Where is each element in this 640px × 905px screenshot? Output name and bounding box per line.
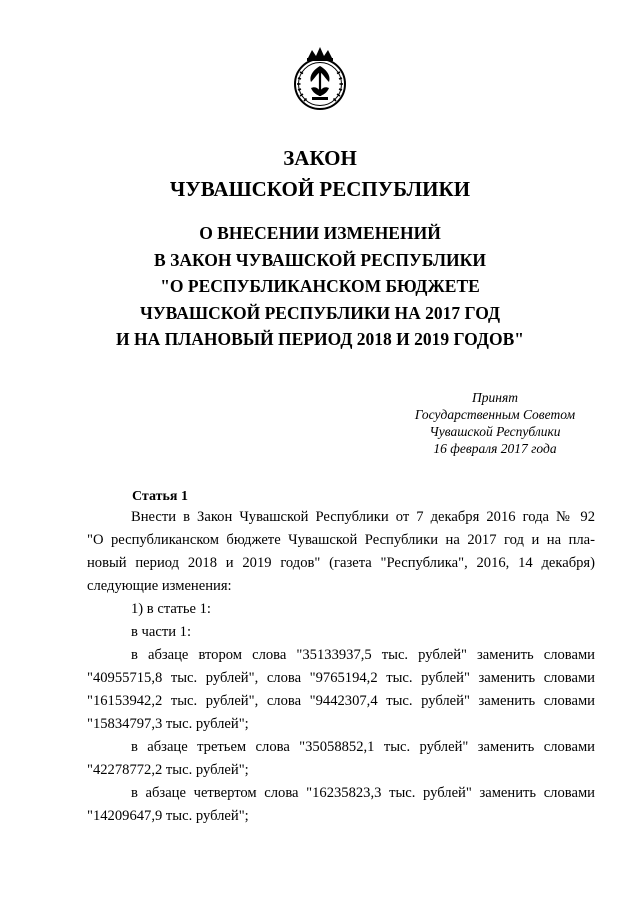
body-line: "14209647,9 тыс. рублей"; bbox=[87, 808, 249, 824]
body-line: "О республиканском бюджете Чувашской Республики на 2017 год и на пла- bbox=[87, 532, 595, 548]
subtitle-line: В ЗАКОН ЧУВАШСКОЙ РЕСПУБЛИКИ bbox=[154, 249, 486, 270]
law-heading: ЗАКОН bbox=[283, 146, 357, 170]
adoption-date: 16 февраля 2017 года bbox=[433, 441, 557, 456]
adoption-line: Принят bbox=[472, 390, 518, 405]
body-line: "16153942,2 тыс. рублей", слова "9442307,4 тыс. рублей" заменить словами bbox=[87, 693, 595, 709]
article-body bbox=[87, 506, 595, 828]
body-line: следующие изменения: bbox=[87, 578, 232, 594]
adoption-block bbox=[395, 389, 595, 457]
republic-heading: ЧУВАШСКОЙ РЕСПУБЛИКИ bbox=[169, 177, 471, 201]
body-line: в части 1: bbox=[131, 624, 192, 640]
body-line: в абзаце третьем слова "35058852,1 тыс. рублей" заменить словами bbox=[131, 739, 595, 755]
body-line: 1) в статье 1: bbox=[131, 601, 211, 617]
article-title: Статья 1 bbox=[132, 489, 188, 504]
body-line: "42278772,2 тыс. рублей"; bbox=[87, 762, 249, 778]
body-line: в абзаце втором слова "35133937,5 тыс. рублей" заменить словами bbox=[131, 647, 595, 663]
body-line: новый период 2018 и 2019 годов" (газета "Республика", 2016, 14 декабря) bbox=[87, 555, 595, 571]
adoption-line: Чувашской Республики bbox=[429, 424, 561, 439]
body-line: "15834797,3 тыс. рублей"; bbox=[87, 716, 249, 732]
body-line: Внести в Закон Чувашской Республики от 7 декабря 2016 года № 92 bbox=[131, 509, 595, 525]
subtitle-line: ЧУВАШСКОЙ РЕСПУБЛИКИ НА 2017 ГОД bbox=[140, 302, 500, 323]
chuvash-coat-of-arms-icon bbox=[293, 44, 347, 112]
body-line: в абзаце четвертом слова "16235823,3 тыс. рублей" заменить словами bbox=[131, 785, 595, 801]
subtitle-line: О ВНЕСЕНИИ ИЗМЕНЕНИЙ bbox=[199, 223, 441, 243]
adoption-line: Государственным Советом bbox=[414, 407, 576, 422]
law-subtitle bbox=[0, 220, 640, 353]
subtitle-line: "О РЕСПУБЛИКАНСКОМ БЮДЖЕТЕ bbox=[160, 276, 480, 296]
subtitle-line: И НА ПЛАНОВЫЙ ПЕРИОД 2018 И 2019 ГОДОВ" bbox=[116, 329, 524, 349]
body-line: "40955715,8 тыс. рублей", слова "9765194,2 тыс. рублей" заменить словами bbox=[87, 670, 595, 686]
